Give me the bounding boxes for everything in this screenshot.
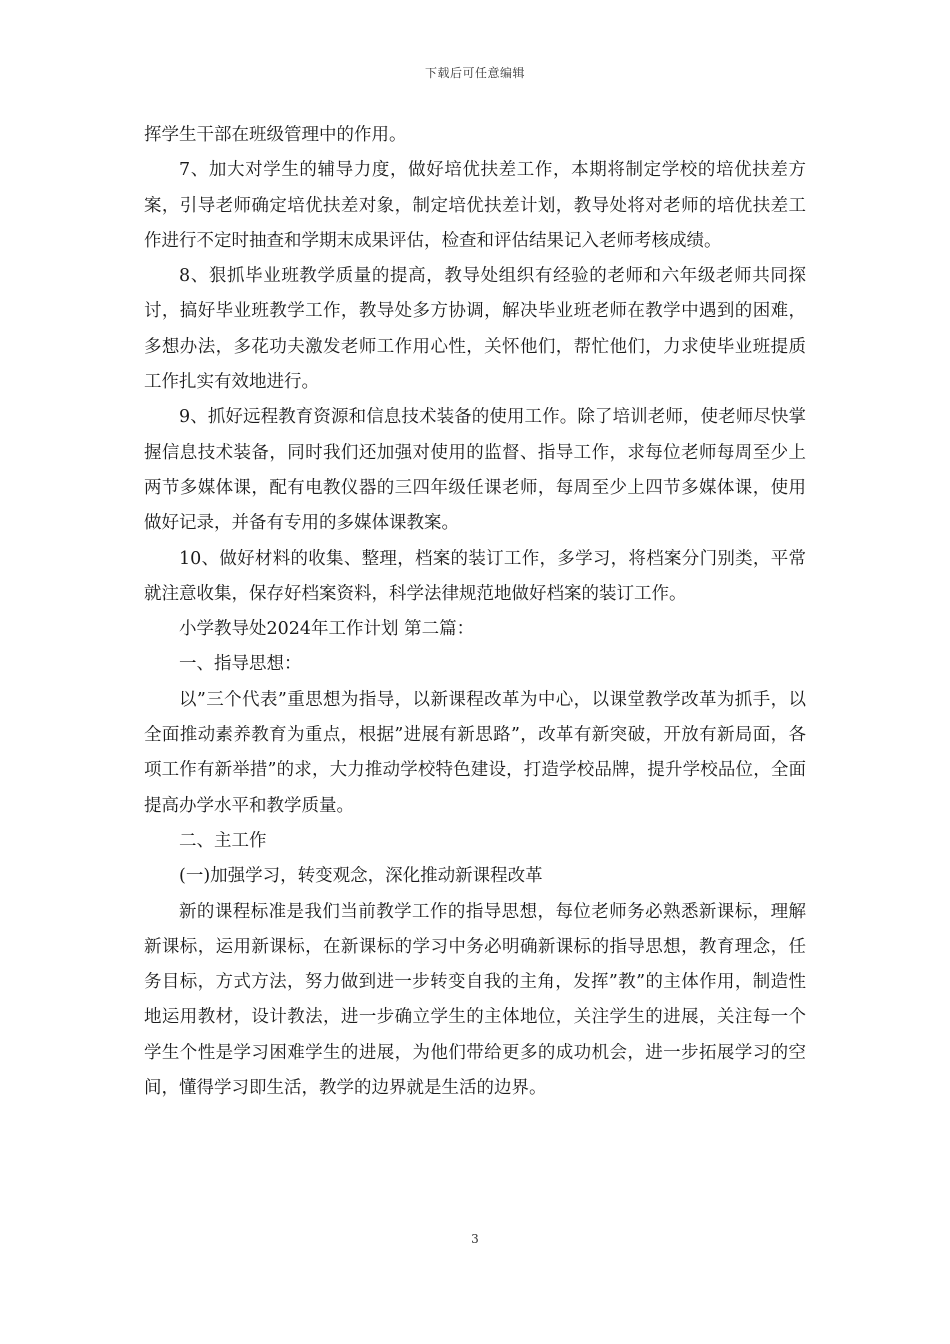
paragraph: 以”三个代表”重思想为指导，以新课程改革为中心，以课堂教学改革为抓手，以全面推动素养教育为重点，根据”进展有新思路”，改革有新突破，开放有新局面，各项工作有新举措”的求，大力推动学校特色建设，打造学校品牌，提升学校品位，全面提高办学水平和教学质量。	[144, 689, 806, 816]
document-body	[144, 118, 806, 1106]
paragraph: 10、做好材料的收集、整理，档案的装订工作，多学习，将档案分门别类，平常就注意收集，保存好档案资料，科学法律规范地做好档案的装订工作。	[144, 548, 806, 604]
paragraph: 9、抓好远程教育资源和信息技术装备的使用工作。除了培训老师，使老师尽快掌握信息技术装备，同时我们还加强对使用的监督、指导工作，求每位老师每周至少上两节多媒体课，配有电教仪器的三四年级任课老师，每周至少上四节多媒体课，使用做好记录，并备有专用的多媒体课教案。	[144, 407, 806, 534]
section-heading: 一、指导思想：	[179, 654, 302, 675]
page-header-note: 下载后可任意编辑	[424, 66, 525, 80]
paragraph: 挥学生干部在班级管理中的作用。	[144, 125, 407, 145]
section-title: 小学教导处2024年工作计划 第二篇：	[179, 619, 475, 640]
subsection-heading: (一)加强学习，转变观念，深化推动新课程改革	[179, 866, 543, 887]
page-number: 3	[471, 1232, 479, 1246]
paragraph: 7、加大对学生的辅导力度，做好培优扶差工作，本期将制定学校的培优扶差方案，引导老师确定培优扶差对象，制定培优扶差计划，教导处将对老师的培优扶差工作进行不定时抽查和学期末成果评估，检查和评估结果记入老师考核成绩。	[144, 160, 806, 251]
section-heading: 二、主工作	[179, 830, 267, 851]
paragraph: 新的课程标准是我们当前教学工作的指导思想，每位老师务必熟悉新课标，理解新课标，运用新课标，在新课标的学习中务必明确新课标的指导思想，教育理念，任务目标，方式方法，努力做到进一步转变自我的主角，发挥”教”的主体作用，制造性地运用教材，设计教法，进一步确立学生的主体地位，关注学生的进展，关注每一个学生个性是学习困难学生的进展，为他们带给更多的成功机会，进一步拓展学习的空间，懂得学习即生活，教学的边界就是生活的边界。	[144, 901, 806, 1099]
paragraph: 8、狠抓毕业班教学质量的提高，教导处组织有经验的老师和六年级老师共同探讨，搞好毕业班教学工作，教导处多方协调，解决毕业班老师在教学中遇到的困难，多想办法，多花功夫激发老师工作用心性，关怀他们，帮忙他们，力求使毕业班提质工作扎实有效地进行。	[144, 266, 806, 393]
